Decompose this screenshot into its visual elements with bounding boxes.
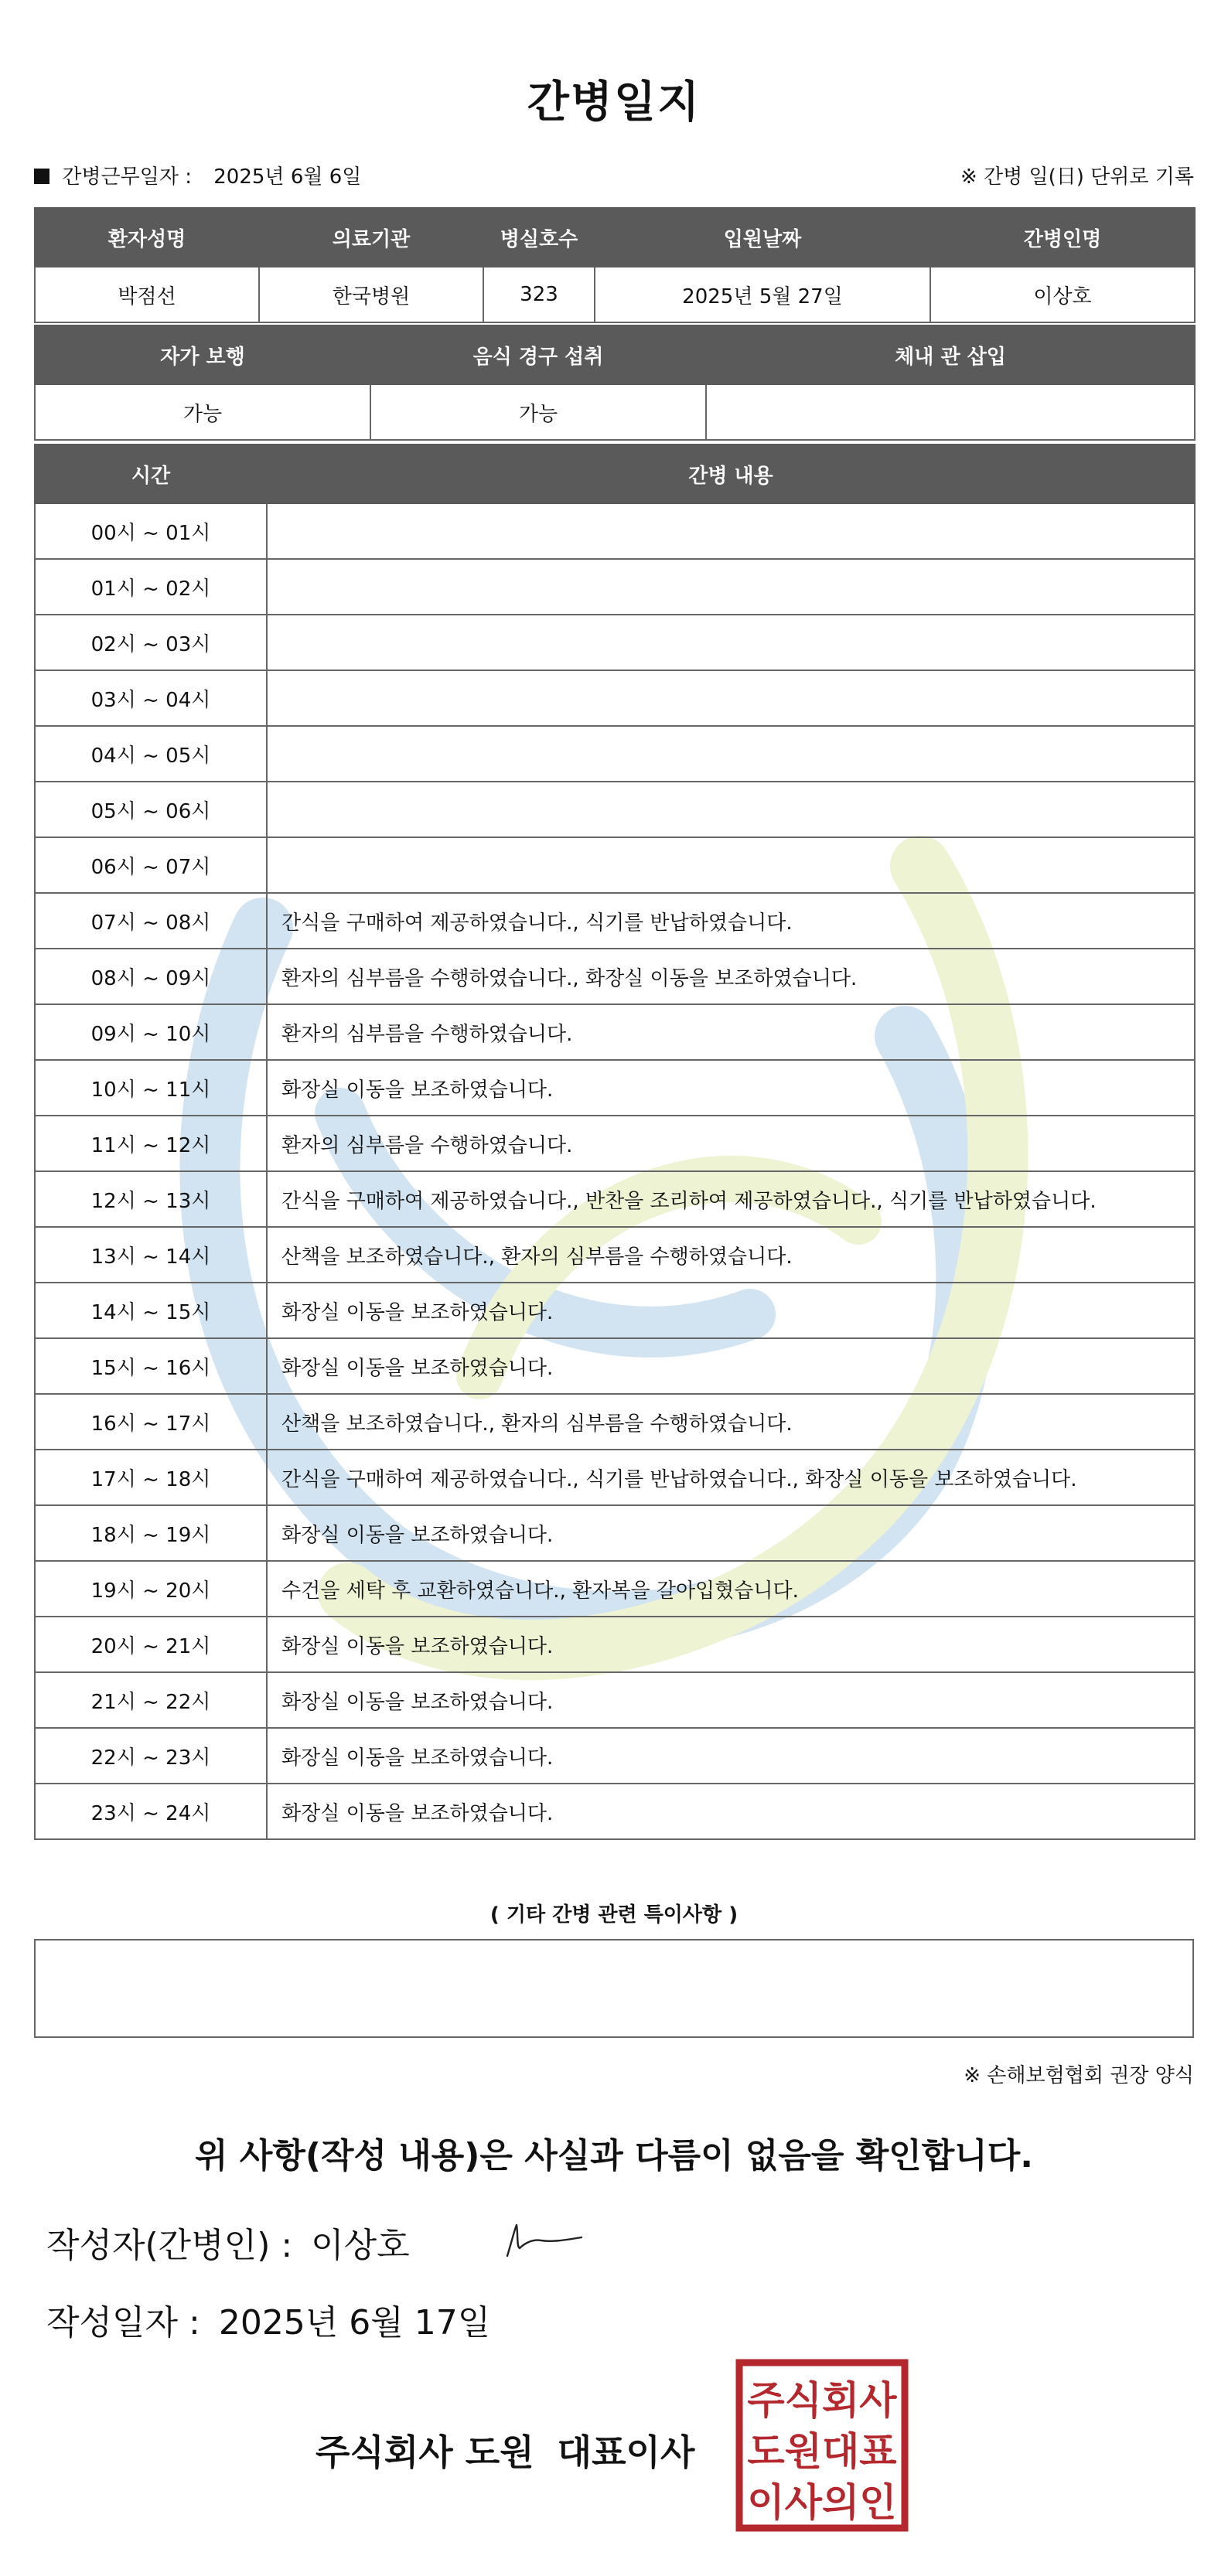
care-content	[267, 726, 1195, 782]
table-row	[35, 1004, 1195, 1060]
care-content: 산책을 보조하였습니다., 환자의 심부름을 수행하였습니다.	[267, 1227, 1195, 1283]
time-slot: 15시 ~ 16시	[35, 1338, 267, 1394]
record-unit-note: ※ 간병 일(日) 단위로 기록	[960, 165, 1194, 189]
square-bullet-icon	[34, 169, 49, 184]
hospital-name: 한국병원	[259, 267, 483, 322]
confirmation-statement: 위 사항(작성 내용)은 사실과 다름이 없음을 확인합니다.	[195, 2136, 1033, 2176]
svg-text:이사의인: 이사의인	[747, 2480, 897, 2525]
company-name: 주식회사 도원	[316, 2431, 534, 2473]
care-content: 화장실 이동을 보조하였습니다.	[267, 1672, 1195, 1728]
time-slot: 16시 ~ 17시	[35, 1394, 267, 1450]
patient-status-table	[34, 325, 1196, 441]
work-date-label: 간병근무일자 :	[62, 165, 192, 189]
time-slot: 11시 ~ 12시	[35, 1116, 267, 1171]
patient-info-table	[34, 207, 1196, 323]
table-row	[35, 1450, 1195, 1505]
care-content: 환자의 심부름을 수행하였습니다., 화장실 이동을 보조하였습니다.	[267, 949, 1195, 1004]
time-slot: 14시 ~ 15시	[35, 1283, 267, 1338]
care-content	[267, 782, 1195, 837]
time-slot: 09시 ~ 10시	[35, 1004, 267, 1060]
time-slot: 01시 ~ 02시	[35, 559, 267, 615]
time-slot: 23시 ~ 24시	[35, 1784, 267, 1839]
oral-intake-value: 가능	[370, 384, 706, 440]
care-content	[267, 503, 1195, 559]
header-patient-name: 환자성명	[35, 208, 259, 267]
table-row	[35, 1283, 1195, 1338]
time-slot: 07시 ~ 08시	[35, 893, 267, 949]
care-log-body	[35, 503, 1195, 1839]
svg-text:주식회사: 주식회사	[747, 2378, 897, 2423]
table-row	[35, 670, 1195, 726]
remarks-title: ( 기타 간병 관련 특이사항 )	[489, 1903, 739, 1927]
care-content: 화장실 이동을 보조하였습니다.	[267, 1728, 1195, 1784]
work-date-block	[34, 161, 361, 189]
representative-title: 대표이사	[557, 2431, 695, 2473]
table-row	[35, 503, 1195, 559]
table-row	[35, 1338, 1195, 1394]
care-content	[267, 559, 1195, 615]
time-slot: 17시 ~ 18시	[35, 1450, 267, 1505]
header-hospital: 의료기관	[259, 208, 483, 267]
care-content	[267, 670, 1195, 726]
remarks-box	[34, 1939, 1194, 2038]
care-content: 화장실 이동을 보조하였습니다.	[267, 1617, 1195, 1672]
time-slot: 02시 ~ 03시	[35, 615, 267, 670]
time-slot: 19시 ~ 20시	[35, 1561, 267, 1617]
table-row	[35, 893, 1195, 949]
header-oral-intake: 음식 경구 섭취	[370, 325, 706, 384]
room-number: 323	[483, 267, 595, 322]
tube-insertion-value	[706, 384, 1195, 440]
time-slot: 13시 ~ 14시	[35, 1227, 267, 1283]
meta-row	[34, 161, 1194, 192]
writer-line	[46, 2217, 410, 2267]
patient-name: 박점선	[35, 267, 259, 322]
care-content: 수건을 세탁 후 교환하였습니다., 환자복을 갈아입혔습니다.	[267, 1561, 1195, 1617]
written-date-label: 작성일자 :	[46, 2303, 200, 2343]
time-slot: 18시 ~ 19시	[35, 1505, 267, 1561]
header-admission-date: 입원날짜	[595, 208, 930, 267]
care-content	[267, 837, 1195, 893]
header-caregiver-name: 간병인명	[930, 208, 1195, 267]
care-log-table	[34, 444, 1196, 1840]
table-row	[35, 1728, 1195, 1784]
care-content: 화장실 이동을 보조하였습니다.	[267, 1060, 1195, 1116]
header-room-number: 병실호수	[483, 208, 595, 267]
header-care-content: 간병 내용	[267, 445, 1195, 503]
form-source-note: ※ 손해보험협회 권장 양식	[964, 2064, 1194, 2087]
table-row	[35, 1505, 1195, 1561]
table-row	[35, 1227, 1195, 1283]
time-slot: 00시 ~ 01시	[35, 503, 267, 559]
time-slot: 06시 ~ 07시	[35, 837, 267, 893]
written-date-value: 2025년 6월 17일	[218, 2303, 491, 2343]
handwritten-signature	[501, 2217, 586, 2264]
written-date-line	[46, 2295, 490, 2344]
care-content: 환자의 심부름을 수행하였습니다.	[267, 1004, 1195, 1060]
svg-text:도원대표: 도원대표	[747, 2429, 897, 2474]
care-content: 간식을 구매하여 제공하였습니다., 식기를 반납하였습니다.	[267, 893, 1195, 949]
table-row	[35, 559, 1195, 615]
table-row	[35, 782, 1195, 837]
table-row	[35, 1672, 1195, 1728]
writer-name: 이상호	[311, 2226, 410, 2265]
time-slot: 03시 ~ 04시	[35, 670, 267, 726]
care-content: 환자의 심부름을 수행하였습니다.	[267, 1116, 1195, 1171]
table-row	[35, 949, 1195, 1004]
care-content: 화장실 이동을 보조하였습니다.	[267, 1338, 1195, 1394]
header-time: 시간	[35, 445, 267, 503]
table-row	[35, 1617, 1195, 1672]
table-row	[35, 1561, 1195, 1617]
admission-date: 2025년 5월 27일	[595, 267, 930, 322]
table-row	[35, 615, 1195, 670]
care-content: 화장실 이동을 보조하였습니다.	[267, 1505, 1195, 1561]
care-content: 간식을 구매하여 제공하였습니다., 식기를 반납하였습니다., 화장실 이동을 보조하였습니다.	[267, 1450, 1195, 1505]
caregiver-name: 이상호	[930, 267, 1195, 322]
work-date-value: 2025년 6월 6일	[213, 165, 362, 189]
header-tube-insertion: 체내 관 삽입	[706, 325, 1195, 384]
page-title: 간병일지	[527, 77, 701, 128]
table-row	[35, 1116, 1195, 1171]
self-walking-value: 가능	[35, 384, 370, 440]
care-content: 산책을 보조하였습니다., 환자의 심부름을 수행하였습니다.	[267, 1394, 1195, 1450]
company-signature-line	[316, 2424, 694, 2475]
time-slot: 21시 ~ 22시	[35, 1672, 267, 1728]
time-slot: 04시 ~ 05시	[35, 726, 267, 782]
care-content: 간식을 구매하여 제공하였습니다., 반찬을 조리하여 제공하였습니다., 식기를 반납하였습니다.	[267, 1171, 1195, 1227]
table-row	[35, 1394, 1195, 1450]
writer-label: 작성자(간병인) :	[46, 2226, 293, 2265]
care-content	[267, 615, 1195, 670]
company-seal-stamp	[735, 2358, 909, 2533]
care-content: 화장실 이동을 보조하였습니다.	[267, 1283, 1195, 1338]
time-slot: 22시 ~ 23시	[35, 1728, 267, 1784]
table-row	[35, 726, 1195, 782]
table-row	[35, 1171, 1195, 1227]
time-slot: 10시 ~ 11시	[35, 1060, 267, 1116]
time-slot: 20시 ~ 21시	[35, 1617, 267, 1672]
time-slot: 05시 ~ 06시	[35, 782, 267, 837]
time-slot: 08시 ~ 09시	[35, 949, 267, 1004]
header-self-walking: 자가 보행	[35, 325, 370, 384]
table-row	[35, 837, 1195, 893]
table-row	[35, 1784, 1195, 1839]
table-row	[35, 1060, 1195, 1116]
time-slot: 12시 ~ 13시	[35, 1171, 267, 1227]
care-content: 화장실 이동을 보조하였습니다.	[267, 1784, 1195, 1839]
